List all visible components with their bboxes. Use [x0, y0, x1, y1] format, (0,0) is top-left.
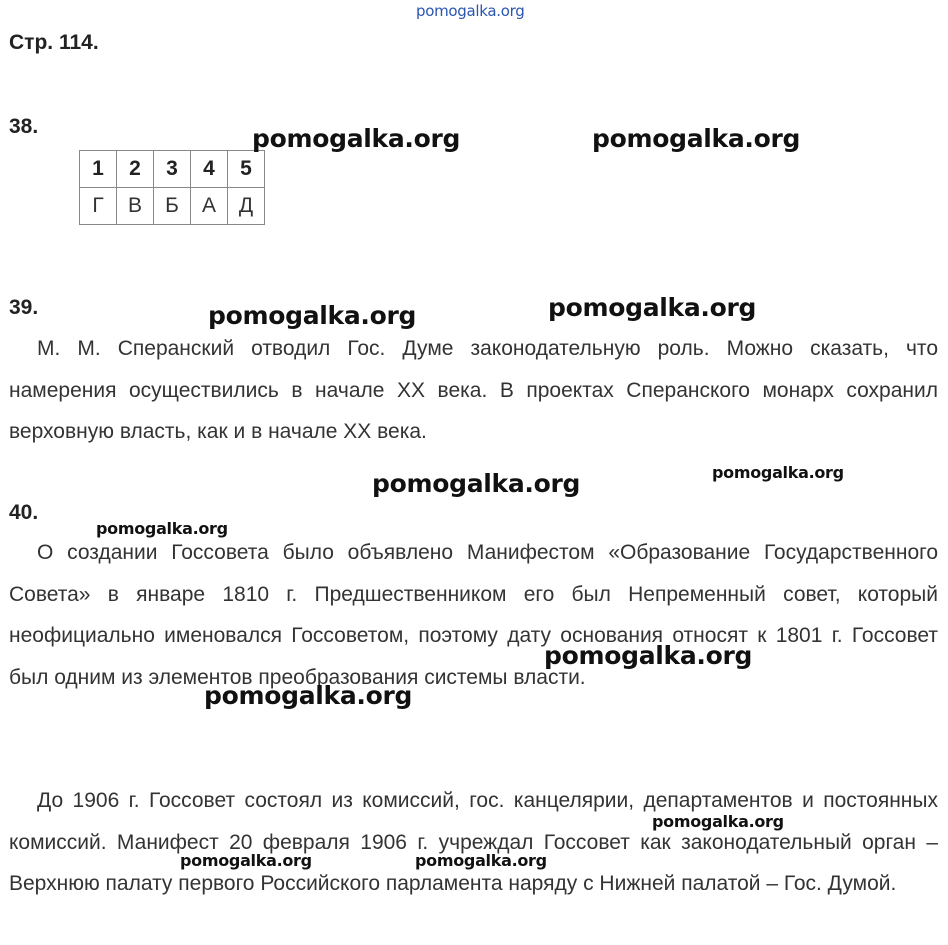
table-header-cell: 4 — [191, 151, 228, 188]
table-header-cell: 5 — [228, 151, 265, 188]
task-40-number: 40. — [9, 501, 39, 524]
watermark: pomogalka.org — [180, 851, 312, 870]
table-answer-cell: А — [191, 188, 228, 225]
table-answer-cell: Б — [154, 188, 191, 225]
page-label: Стр. 114. — [9, 31, 99, 54]
table-header-cell: 1 — [80, 151, 117, 188]
table-answer-cell: Д — [228, 188, 265, 225]
watermark: pomogalka.org — [592, 124, 801, 153]
watermark: pomogalka.org — [544, 641, 753, 670]
table-answer-cell: Г — [80, 188, 117, 225]
answer-table-answer-row — [80, 188, 265, 225]
watermark: pomogalka.org — [208, 301, 417, 330]
answer-table — [79, 150, 265, 225]
task-38-number: 38. — [9, 115, 39, 138]
answer-table-header-row — [80, 151, 265, 188]
watermark: pomogalka.org — [372, 469, 581, 498]
watermark: pomogalka.org — [652, 812, 784, 831]
watermark: pomogalka.org — [548, 293, 757, 322]
watermark: pomogalka.org — [415, 851, 547, 870]
watermark: pomogalka.org — [204, 681, 413, 710]
task-40-paragraph-1: О создании Госсовета было объявлено Манифестом «Образование Государственного Совета» в январе 1810 г. Предшественником его был Непременный совет, который неофициально именовался Госсоветом, поэтому дату основания относят к 1801 г. Госсовет был одним из элементов преобразования системы власти. — [9, 541, 938, 689]
table-header-cell: 3 — [154, 151, 191, 188]
task-39-text: М. М. Сперанский отводил Гос. Думе законодательную роль. Можно сказать, что намерения осуществились в начале XX века. В проектах Сперанского монарх сохранил верховную власть, как и в начале XX века. — [9, 337, 938, 443]
site-link[interactable]: pomogalka.org — [416, 2, 525, 20]
table-answer-cell: В — [117, 188, 154, 225]
watermark: pomogalka.org — [96, 519, 228, 538]
task-39-number: 39. — [9, 296, 39, 319]
task-40-paragraph-2: До 1906 г. Госсовет состоял из комиссий, гос. канцелярии, департаментов и постоянных комиссий. Манифест 20 февраля 1906 г. учреждал Госсовет как законодательный орган – Верхнюю палату первого Российского парламента наряду с Нижней палатой – Гос. Думой. — [9, 789, 938, 895]
table-header-cell: 2 — [117, 151, 154, 188]
watermark: pomogalka.org — [712, 463, 844, 482]
watermark: pomogalka.org — [252, 124, 461, 153]
